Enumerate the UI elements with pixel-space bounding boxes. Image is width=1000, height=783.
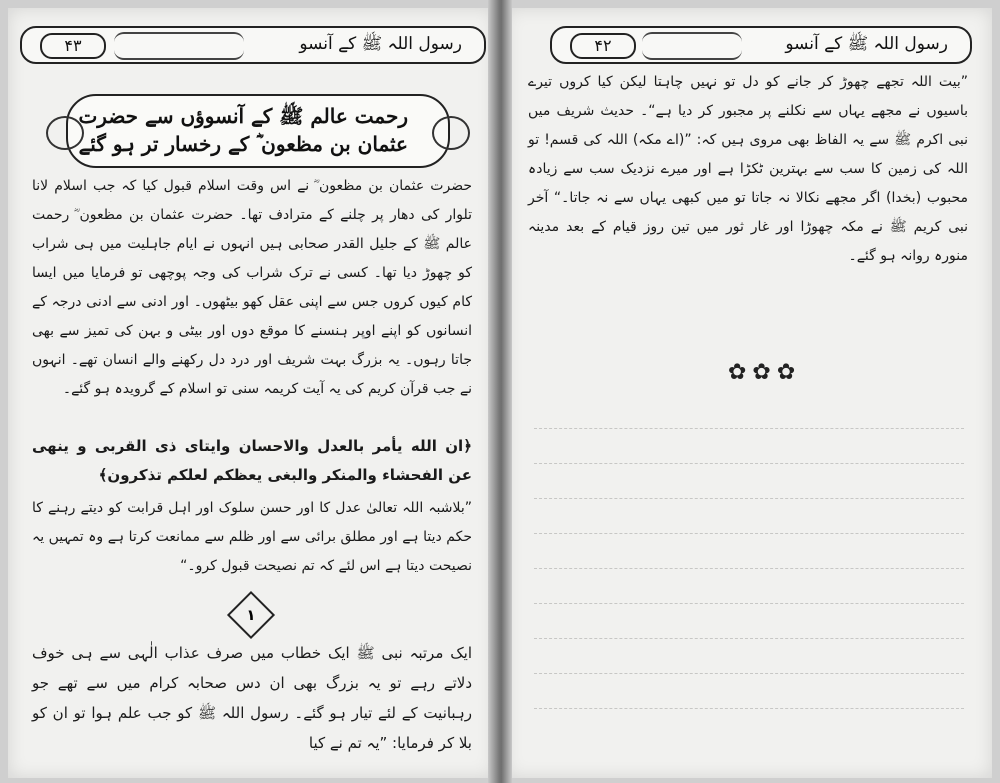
book-gutter bbox=[488, 0, 512, 783]
show-through-line bbox=[534, 603, 964, 614]
left-page-number: ۴۳ bbox=[40, 33, 106, 59]
right-header-title: رسول اللہ ﷺ کے آنسو bbox=[785, 34, 948, 54]
flower-ornament-icon: ✿✿✿ bbox=[728, 360, 802, 385]
right-page-header bbox=[550, 26, 972, 64]
right-page bbox=[506, 8, 992, 778]
show-through-line bbox=[534, 498, 964, 509]
header-ornament-icon bbox=[114, 32, 244, 60]
left-page-header bbox=[20, 26, 486, 64]
left-page bbox=[8, 8, 494, 778]
chapter-title-box bbox=[66, 94, 450, 168]
verse-translation: ”بلاشبہ اللہ تعالیٰ عدل کا اور حسن سلوک اور اہل قرابت کو دیتے رہنے کا حکم دیتا ہے اور مطلق برائی سے اور ظلم سے ممانعت کرتا ہے وہ تمہیں یہ نصیحت دیتا ہے اس لئے کہ تم نصیحت قبول کرو۔“ bbox=[32, 500, 472, 574]
quran-verse: ﴿ان الله يأمر بالعدل والاحسان وايتاى ذى القربى و ينهى عن الفحشاء والمنكر والبغى يعظكم لعلكم تذكرون﴾ bbox=[32, 437, 472, 484]
header-ornament-icon bbox=[642, 32, 742, 60]
show-through-line bbox=[534, 708, 964, 719]
section-number: ١ bbox=[246, 606, 256, 624]
show-through-line bbox=[534, 463, 964, 474]
right-page-number: ۴۲ bbox=[570, 33, 636, 59]
title-ornament-right-icon bbox=[432, 116, 470, 150]
left-paragraph-1: حضرت عثمان بن مظعون ؓ نے اس وقت اسلام قبول کیا کہ جب اسلام لانا تلوار کی دھار پر چلنے کے مترادف تھا۔ حضرت عثمان بن مظعون ؓ رحمت عالم ﷺ کے جلیل القدر صحابی ہیں انہوں نے ایام جاہلیت میں ہی شراب کو چھوڑ دیا تھا۔ کسی نے ترک شراب کی وجہ پوچھی تو فرمایا میں ایسا کام کیوں کروں جس سے اپنی عقل کھو بیٹھوں۔ اور ادنی سے ادنی درجہ کے انسانوں کو اپنے اوپر ہنسنے کا موقع دوں اور بیٹی و بہن کی تمیز سے بھی جاتا رہوں۔ یہ بزرگ بہت شریف اور درد دل رکھنے والے انسان تھے۔ انہوں نے جب قرآن کریم کی یہ آیت کریمہ سنی تو اسلام کے گرویدہ ہو گئے۔ bbox=[32, 178, 472, 397]
chapter-title-line1: رحمت عالم ﷺ کے آنسوؤں سے حضرت bbox=[78, 104, 408, 128]
show-through-line bbox=[534, 638, 964, 649]
chapter-title-line2: عثمان بن مظعون ؓ کے رخسار تر ہو گئے bbox=[78, 132, 408, 156]
show-through-line bbox=[534, 533, 964, 544]
left-paragraph-2: ایک مرتبہ نبی ﷺ ایک خطاب میں صرف عذاب الٰہی سے ہی خوف دلاتے رہے تو یہ بزرگ بھی ان دس صحابہ کرام میں سے تھے جو رہبانیت کے لئے تیار ہو گئے۔ رسول اللہ ﷺ کو جب علم ہوا تو ان کو بلا کر فرمایا: ”یہ تم نے کیا bbox=[32, 644, 472, 752]
section-number-badge bbox=[227, 591, 275, 639]
show-through-line bbox=[534, 428, 964, 439]
right-page-text: ”بیت اللہ تجھے چھوڑ کر جانے کو دل تو نہیں چاہتا لیکن کیا کروں تیرے باسیوں نے مجھے یہاں سے نکلنے پر مجبور کر دیا ہے“۔ حدیث شریف میں نبی اکرم ﷺ سے یہ الفاظ بھی مروی ہیں کہ: ”(اے مکہ) اللہ کی قسم! تو اللہ کی زمین کا سب سے بہترین ٹکڑا ہے اور میرے نزدیک سب سے زیادہ محبوب (بخدا) اگر مجھے نکالا نہ جاتا تو میں کبھی یہاں سے نہ جاتا۔“ آخر نبی کریم ﷺ نے مکہ چھوڑا اور غار ثور میں تین روز قیام کے بعد مدینہ منورہ روانہ ہو گئے۔ bbox=[528, 74, 968, 264]
left-header-title: رسول اللہ ﷺ کے آنسو bbox=[299, 34, 462, 54]
show-through-line bbox=[534, 568, 964, 579]
show-through-line bbox=[534, 673, 964, 684]
